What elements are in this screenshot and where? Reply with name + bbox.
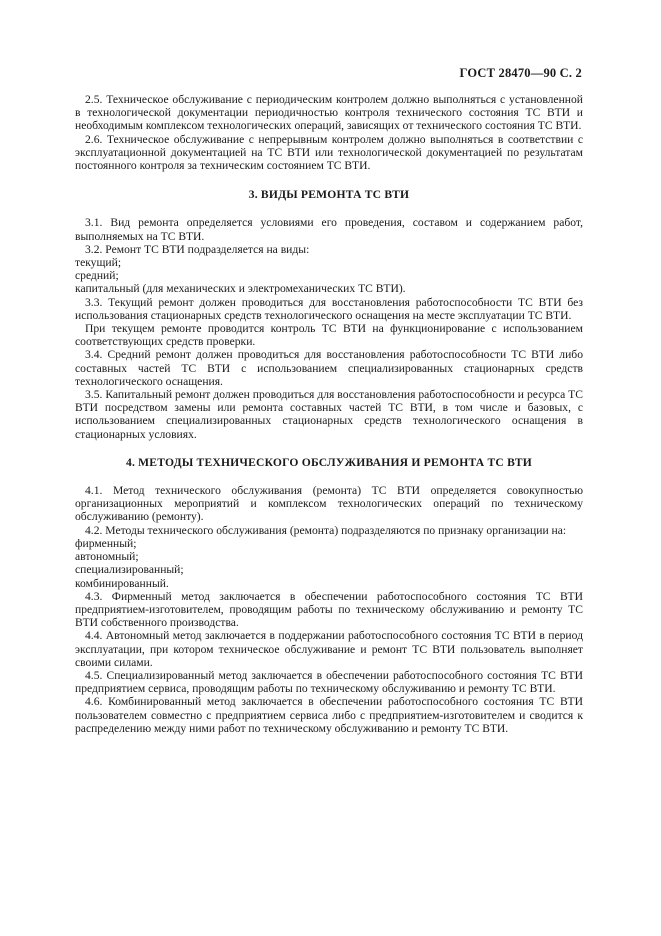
clause-4-3: 4.3. Фирменный метод заключается в обеспечении работоспособного состояния ТС ВТИ предприятием-изготовителем, проводящим работы по техническому обслуживанию и ремонту ТС ВТИ собственного производства. [75, 589, 583, 630]
clause-3-1: 3.1. Вид ремонта определяется условиями его проведения, составом и содержанием работ, выполняемых на ТС ВТИ. [75, 216, 583, 243]
clause-3-3-note: При текущем ремонте проводится контроль ТС ВТИ на функционирование с использованием соответствующих средств проверки. [75, 322, 583, 349]
clause-3-5: 3.5. Капитальный ремонт должен проводиться для восстановления работоспособности и ресурса ТС ВТИ посредством замены или ремонта составных частей ТС ВТИ, в том числе и базовых, с использованием специализированных стационарных средств технологического оснащения в стационарных условиях. [75, 388, 583, 441]
section-4-title: 4. МЕТОДЫ ТЕХНИЧЕСКОГО ОБСЛУЖИВАНИЯ И РЕМОНТА ТС ВТИ [125, 455, 533, 469]
method-item: комбинированный. [75, 576, 169, 590]
method-item: автономный; [75, 550, 139, 564]
document-body [75, 93, 583, 735]
repair-type-item: капитальный (для механических и электромеханических ТС ВТИ). [75, 282, 406, 296]
method-item: специализированный; [75, 563, 184, 577]
clause-4-5: 4.5. Специализированный метод заключается в обеспечении работоспособного состояния ТС ВТИ предприятием сервиса, проводящим работы по техническому обслуживанию и ремонту ТС ВТИ. [75, 668, 583, 696]
clause-3-2: 3.2. Ремонт ТС ВТИ подразделяется на виды: [85, 242, 310, 256]
repair-type-item: текущий; [75, 256, 122, 270]
clause-4-2: 4.2. Методы технического обслуживания (ремонта) подразделяются по признаку организации на: [85, 523, 567, 537]
clause-3-3: 3.3. Текущий ремонт должен проводиться для восстановления работоспособности ТС ВТИ без использования стационарных средств технологического оснащения на месте эксплуатации ТС ВТИ. [75, 295, 583, 322]
repair-type-item: средний; [75, 269, 119, 283]
clause-4-1: 4.1. Метод технического обслуживания (ремонта) ТС ВТИ определяется совокупностью организационных мероприятий и комплексом технологических операций по техническому обслуживанию (ремонту). [75, 484, 583, 524]
section-3-title: 3. ВИДЫ РЕМОНТА ТС ВТИ [248, 188, 410, 202]
clause-4-4: 4.4. Автономный метод заключается в поддержании работоспособного состояния ТС ВТИ в период эксплуатации, при котором техническое обслуживание и ремонт ТС ВТИ пользователь выполняет своими силами. [75, 629, 583, 669]
clause-2-6: 2.6. Техническое обслуживание с непрерывным контролем должно выполняться в соответствии с эксплуатационной документацией на ТС ВТИ или технологической документацией по результатам постоянного контроля за техническим состоянием ТС ВТИ. [75, 132, 583, 173]
clause-2-5: 2.5. Техническое обслуживание с периодическим контролем должно выполняться с установленной в технологической документации периодичностью контроля технического состояния ТС ВТИ и необходимым комплексом технологических операций, зависящих от технического состояния ТС ВТИ. [75, 93, 583, 133]
method-item: фирменный; [75, 536, 137, 550]
clause-4-6: 4.6. Комбинированный метод заключается в обеспечении работоспособного состояния ТС ВТИ пользователем совместно с предприятием сервиса либо с предприятием-изготовителем и сводится к распределению между ними работ по техническому обслуживанию и ремонту ТС ВТИ. [75, 695, 583, 735]
page-header: ГОСТ 28470—90 С. 2 [459, 66, 582, 80]
clause-3-4: 3.4. Средний ремонт должен проводиться для восстановления работоспособности ТС ВТИ либо составных частей ТС ВТИ с использованием специализированных стационарных средств технологического оснащения. [75, 348, 583, 388]
